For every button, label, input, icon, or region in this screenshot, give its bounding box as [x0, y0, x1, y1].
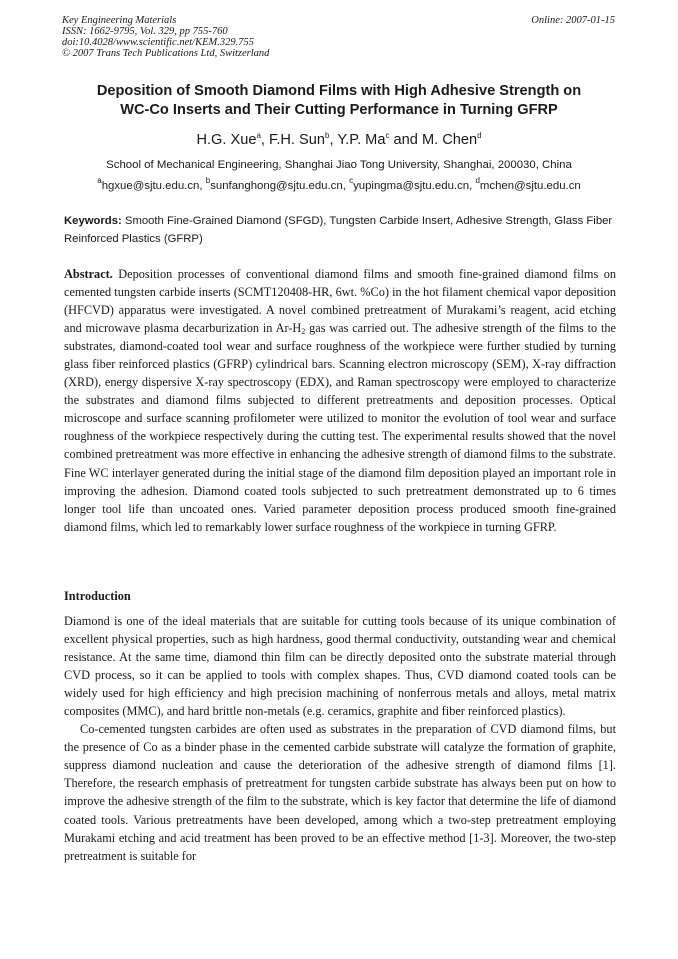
author: F.H. Sun$^b$: [269, 131, 330, 148]
email-address[interactable]: $^a$hgxue@sjtu.edu.cn: [97, 176, 200, 192]
email-address[interactable]: $^b$sunfanghong@sjtu.edu.cn: [205, 176, 343, 192]
email-list: $^a$hgxue@sjtu.edu.cn, $^b$sunfanghong@sjtu.edu.cn, $^c$yupingma@sjtu.edu.cn, $^d$mchen@sjtu.edu.cn: [97, 176, 581, 192]
title-line-1: Deposition of Smooth Diamond Films with High Adhesive Strength on: [96, 83, 582, 99]
introduction-body: [64, 612, 616, 865]
keywords-text: Smooth Fine-Grained Diamond (SFGD), Tungsten Carbide Insert, Adhesive Strength, Glass Fiber Reinforced Plastics (GFRP): [64, 215, 613, 245]
author: H.G. Xue$^a$: [196, 131, 261, 148]
section-heading-introduction: Introduction: [64, 589, 131, 603]
author: M. Chen$^d$: [421, 131, 482, 148]
paragraph: Co-cemented tungsten carbides are often used as substrates in the preparation of CVD diamond films, but the presence of Co as a binder phase in the cemented carbide substrate will catalyze the formation of graphite, suppress diamond nucleation and cause the deterioration of the adhesive strength of diamond films [1]. Therefore, the research emphasis of pretreatment for tungsten carbide substrate has always been put on how to improve the adhesive strength of the film to the substrate, which is key factor that determine the life of diamond coated tools. Various pretreatments have been developed, among which a two-step pretreatment employing Murakami etching and acid treatment has been proved to be an effective method [1-3]. Moreover, the two-step pretreatment is suitable for: [64, 722, 616, 863]
email-address[interactable]: $^c$yupingma@sjtu.edu.cn: [349, 176, 470, 192]
issn-line: ISSN: 1662-9795, Vol. 329, pp 755-760: [62, 26, 228, 37]
author: Y.P. Ma$^c$: [337, 131, 390, 148]
online-date: Online: 2007-01-15: [531, 15, 615, 26]
keywords-label: Keywords:: [64, 215, 122, 227]
affiliation: School of Mechanical Engineering, Shanghai Jiao Tong University, Shanghai, 200030, China: [106, 159, 572, 171]
keywords-block: [64, 212, 616, 248]
paragraph: Diamond is one of the ideal materials that are suitable for cutting tools because of its unique combination of excellent physical properties, such as high hardness, good thermal conductivity, outstanding wear and chemical resistance. At the same time, diamond thin film can be directly deposited onto the substrate material through CVD process, so it can be applied to tools with complex shapes. Thus, CVD diamond coated tools can be widely used for high efficiency and high precision machining of nonferrous metals and alloys, metal matrix composites (MMC), and hard brittle non-metals (e.g. ceramics, graphite and fiber reinforced plastics).: [64, 614, 616, 719]
journal-name: Key Engineering Materials: [62, 15, 177, 26]
abstract-text-cont: gas was carried out. The adhesive strength of the films to the substrates, diamond-coated tool wear and surface roughness of the workpiece were further studied by turning glass fiber reinforced plastics (GFRP) cylindrical bars. Scanning electron microscopy (SEM), X-ray diffraction (XRD), energy dispersive X-ray spectroscopy (EDX), and Raman spectroscopy were employed to characterize the substrates and diamond films subjected to different pretreatments and deposition processes. Optical microscope and surface scanning profilometer were utilized to monitor the evolution of tool wear and surface roughness of the workpiece respectively during the cutting test. The experimental results showed that the novel combined pretreatment was more effective in enhancing the adhesive strength of diamond films to the substrate. Fine WC interlayer generated during the initial stage of the diamond film deposition played an important role in improving the adhesion. Diamond coated tools subjected to such pretreatment demonstrated up to 6 times longer tool life than uncoated ones. Varied parameter deposition process produced smooth fine-grained diamond films, which led to remarkably lower surface roughness of the workpiece in turning GFRP.: [64, 321, 616, 534]
email-address[interactable]: $^d$mchen@sjtu.edu.cn: [475, 176, 581, 192]
title-line-2: WC-Co Inserts and Their Cutting Performance in Turning GFRP: [120, 102, 558, 118]
abstract-block: Abstract. Deposition processes of conventional diamond films and smooth fine-grained diamond films on cemented tungsten carbide inserts (SCMT120408-HR, 6wt. %Co) in the hot filament chemical vapor deposition (HFCVD) apparatus were investigated. A novel combined pretreatment of Murakami’s reagent, acid etching and microwave plasma decarburization in $Ar-H_2$ gas was carried out. The adhesive strength of the films to the substrates, diamond-coated tool wear and surface roughness of the workpiece were further studied by turning glass fiber reinforced plastics (GFRP) cylindrical bars. Scanning electron microscopy (SEM), X-ray diffraction (XRD), energy dispersive X-ray spectroscopy (EDX), and Raman spectroscopy were employed to characterize the substrates and diamond films subjected to different pretreatments and deposition processes. Optical microscope and surface scanning profilometer were utilized to monitor the evolution of tool wear and surface roughness of the workpiece respectively during the cutting test. The experimental results showed that the novel combined pretreatment was more effective in enhancing the adhesive strength of diamond films to the substrate. Fine WC interlayer generated during the initial stage of the diamond film deposition played an important role in improving the adhesion. Diamond coated tools subjected to such pretreatment demonstrated up to 6 times longer tool life than uncoated ones. Varied parameter deposition process produced smooth fine-grained diamond films, which led to remarkably lower surface roughness of the workpiece in turning GFRP.: [64, 267, 616, 534]
author-list: H.G. Xue$^a$, F.H. Sun$^b$, Y.P. Ma$^c$ and M. Chen$^d$: [196, 131, 482, 148]
journal-header: [62, 15, 269, 59]
abstract-label: Abstract.: [64, 267, 113, 281]
copyright-line: © 2007 Trans Tech Publications Ltd, Switzerland: [62, 48, 270, 59]
paper-title: [40, 82, 638, 120]
abstract-text: Deposition processes of conventional diamond films and smooth fine-grained diamond films on cemented tungsten carbide inserts (SCMT120408-HR, 6wt. %Co) in the hot filament chemical vapor deposition (HFCVD) apparatus were investigated. A novel combined pretreatment of Murakami’s reagent, acid etching and microwave plasma decarburization in Ar-H: [64, 267, 616, 336]
doi-line: doi:10.4028/www.scientific.net/KEM.329.755: [62, 37, 254, 48]
